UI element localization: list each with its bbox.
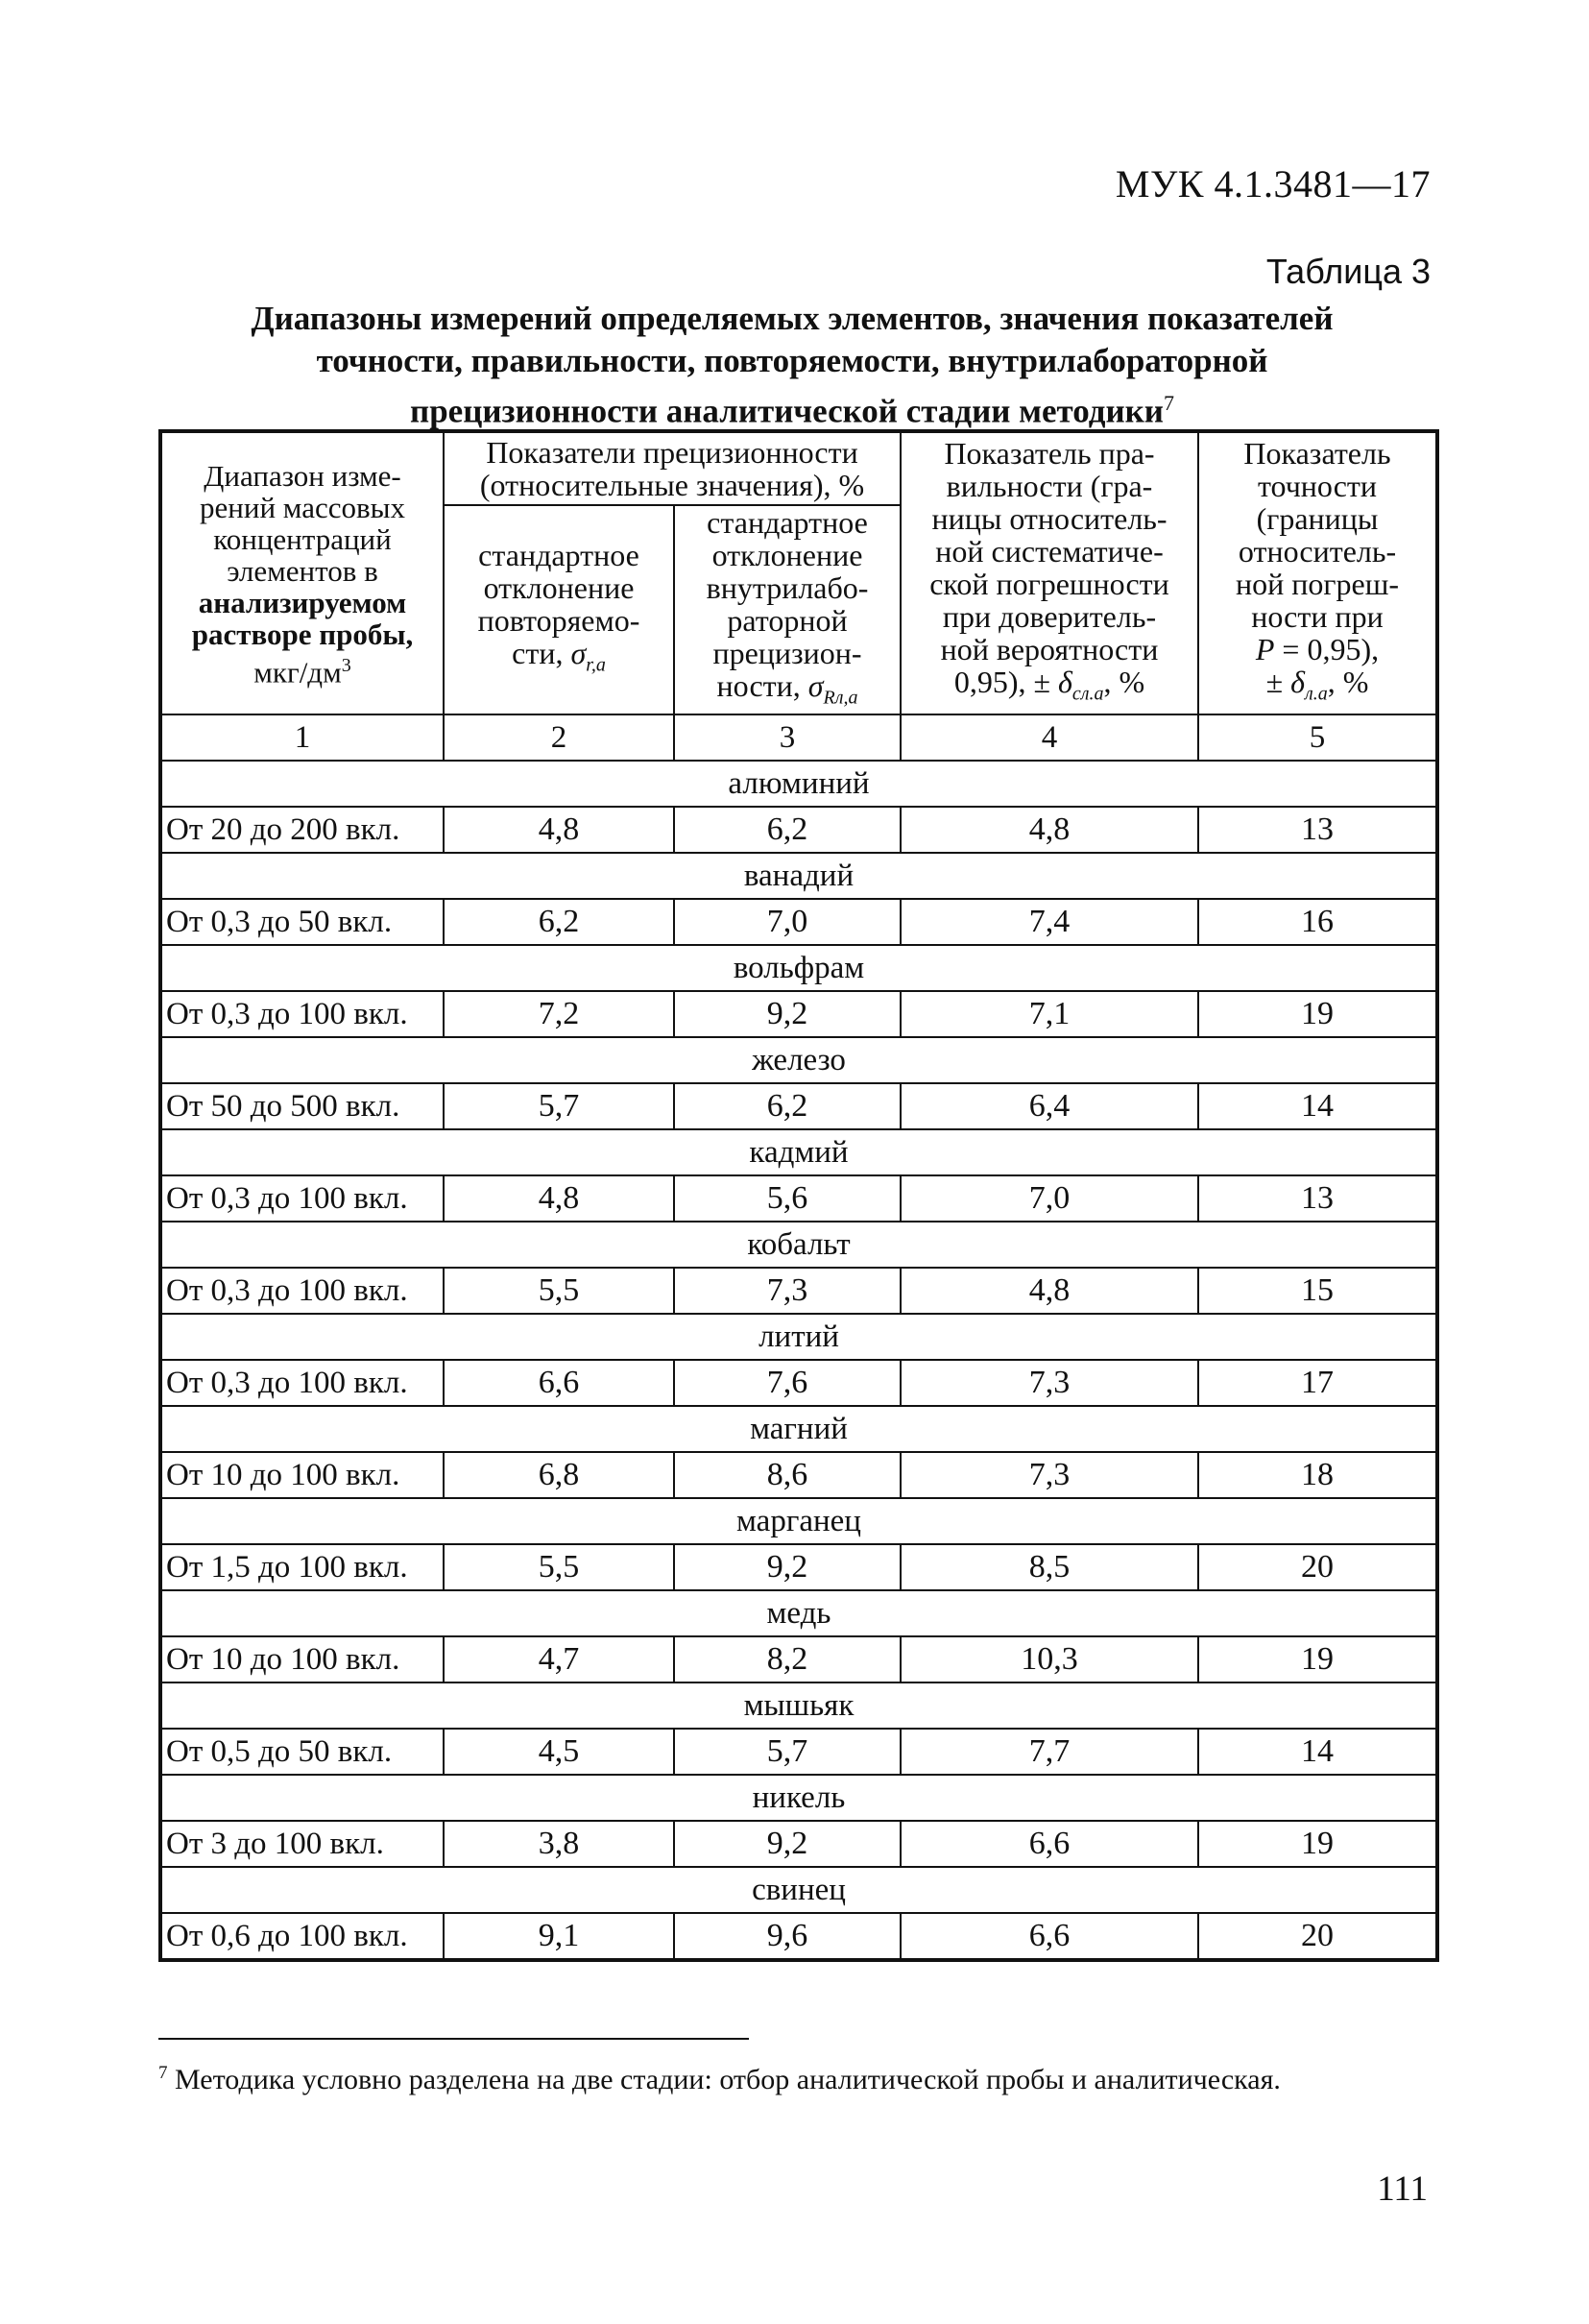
element-row [160,1867,1437,1913]
header-accuracy: Показатель точности (границы относитель- ной погреш- ности при P = 0,95), ± $\delta_{л.a}$, % [1198,431,1437,714]
bias-cell: 6,6 [901,1913,1198,1960]
repeatability-cell: 4,8 [444,1175,674,1222]
accuracy-cell: 18 [1198,1452,1437,1498]
element-row [160,1406,1437,1452]
title-line-3-text: прецизионности аналитической стадии методики [410,392,1164,430]
header-intralab: стандартное отклонение внутрилабо- раторной прецизион- ности, $\sigma_{Rл,a}$ [674,505,901,714]
accuracy-cell: 17 [1198,1360,1437,1406]
element-row [160,1590,1437,1636]
column-number-row [160,714,1437,761]
column-number: 2 [444,714,674,761]
footnote-marker: 7 [158,2063,168,2083]
element-name: ванадий [160,853,1437,899]
range-cell: От 10 до 100 вкл. [160,1636,444,1682]
accuracy-cell: 15 [1198,1268,1437,1314]
table-row [160,807,1437,853]
accuracy-cell: 20 [1198,1544,1437,1590]
intralab-cell: 9,2 [674,1821,901,1867]
intralab-cell: 9,6 [674,1913,901,1960]
footnote-divider [158,2038,749,2040]
element-row [160,1498,1437,1544]
intralab-cell: 7,3 [674,1268,901,1314]
intralab-cell: 7,0 [674,899,901,945]
repeatability-cell: 4,8 [444,807,674,853]
title-line-1: Диапазоны измерений определяемых элементов, значения показателей [251,300,1334,337]
range-cell: От 0,3 до 100 вкл. [160,1175,444,1222]
accuracy-cell: 19 [1198,991,1437,1037]
element-name: магний [160,1406,1437,1452]
table-row [160,1544,1437,1590]
element-name: железо [160,1037,1437,1083]
column-number: 4 [901,714,1198,761]
column-number: 3 [674,714,901,761]
bias-cell: 7,1 [901,991,1198,1037]
intralab-cell: 5,7 [674,1729,901,1775]
range-cell: От 1,5 до 100 вкл. [160,1544,444,1590]
intralab-cell: 9,2 [674,1544,901,1590]
repeatability-cell: 6,2 [444,899,674,945]
accuracy-cell: 14 [1198,1729,1437,1775]
range-cell: От 3 до 100 вкл. [160,1821,444,1867]
repeatability-cell: 4,7 [444,1636,674,1682]
repeatability-cell: 5,5 [444,1544,674,1590]
bias-cell: 7,3 [901,1360,1198,1406]
table-row [160,1452,1437,1498]
accuracy-cell: 13 [1198,807,1437,853]
element-row [160,1314,1437,1360]
element-name: никель [160,1775,1437,1821]
table-row [160,1913,1437,1960]
table-body [160,761,1437,1960]
document-code: МУК 4.1.3481—17 [1115,162,1431,206]
element-name: алюминий [160,761,1437,807]
header-repeatability: стандартное отклонение повторяемо- сти, $\sigma_{r,a}$ [444,505,674,714]
table-row [160,991,1437,1037]
element-name: кадмий [160,1129,1437,1175]
element-name: свинец [160,1867,1437,1913]
header-range: Диапазон изме- рений массовых концентраций элементов в анализируемом растворе пробы, мкг/$дм^3$ [160,431,444,714]
table-row [160,1636,1437,1682]
element-row [160,945,1437,991]
element-row [160,761,1437,807]
accuracy-cell: 19 [1198,1821,1437,1867]
repeatability-cell: 9,1 [444,1913,674,1960]
repeatability-cell: 7,2 [444,991,674,1037]
footnote [158,2063,1281,2096]
table-row [160,899,1437,945]
element-name: медь [160,1590,1437,1636]
header-row-1 [160,431,1437,505]
element-name: литий [160,1314,1437,1360]
element-row [160,1037,1437,1083]
accuracy-cell: 13 [1198,1175,1437,1222]
repeatability-cell: 6,6 [444,1360,674,1406]
intralab-cell: 8,2 [674,1636,901,1682]
bias-cell: 10,3 [901,1636,1198,1682]
column-number: 1 [160,714,444,761]
table-row [160,1821,1437,1867]
table-row [160,1083,1437,1129]
header-precision: Показатели прецизионности (относительные значения), % [444,431,901,505]
intralab-cell: 9,2 [674,991,901,1037]
element-name: кобальт [160,1222,1437,1268]
accuracy-cell: 16 [1198,899,1437,945]
element-name: вольфрам [160,945,1437,991]
accuracy-cell: 20 [1198,1913,1437,1960]
range-cell: От 0,3 до 100 вкл. [160,991,444,1037]
repeatability-cell: 5,7 [444,1083,674,1129]
repeatability-cell: 4,5 [444,1729,674,1775]
title-footnote-ref: 7 [1163,391,1174,415]
intralab-cell: 8,6 [674,1452,901,1498]
range-cell: От 0,5 до 50 вкл. [160,1729,444,1775]
element-row [160,1222,1437,1268]
accuracy-cell: 14 [1198,1083,1437,1129]
element-row [160,1682,1437,1729]
intralab-cell: 6,2 [674,807,901,853]
table-row [160,1729,1437,1775]
data-table [158,429,1439,1962]
bias-cell: 4,8 [901,807,1198,853]
element-row [160,1129,1437,1175]
table-row [160,1268,1437,1314]
element-name: марганец [160,1498,1437,1544]
repeatability-cell: 3,8 [444,1821,674,1867]
bias-cell: 7,3 [901,1452,1198,1498]
range-cell: От 0,3 до 100 вкл. [160,1268,444,1314]
range-cell: От 0,6 до 100 вкл. [160,1913,444,1960]
range-cell: От 50 до 500 вкл. [160,1083,444,1129]
range-cell: От 0,3 до 50 вкл. [160,899,444,945]
bias-cell: 7,0 [901,1175,1198,1222]
bias-cell: 4,8 [901,1268,1198,1314]
range-cell: От 20 до 200 вкл. [160,807,444,853]
title-line-2: точности, правильности, повторяемости, внутрилабораторной [316,342,1268,379]
table-row [160,1175,1437,1222]
intralab-cell: 6,2 [674,1083,901,1129]
bias-cell: 6,4 [901,1083,1198,1129]
element-row [160,1775,1437,1821]
bias-cell: 6,6 [901,1821,1198,1867]
range-cell: От 10 до 100 вкл. [160,1452,444,1498]
table-row [160,1360,1437,1406]
header-bias: Показатель пра- вильности (гра- ницы относитель- ной систематиче- ской погрешности при доверитель- ной вероятности 0,95), ± $\delta_{сл.a}$, % [901,431,1198,714]
repeatability-cell: 5,5 [444,1268,674,1314]
bias-cell: 8,5 [901,1544,1198,1590]
title-line-3 [144,382,1440,433]
bias-cell: 7,4 [901,899,1198,945]
element-row [160,853,1437,899]
table-label: Таблица 3 [1265,252,1431,291]
accuracy-cell: 19 [1198,1636,1437,1682]
element-name: мышьяк [160,1682,1437,1729]
bias-cell: 7,7 [901,1729,1198,1775]
table-title [144,298,1440,433]
footnote-text: Методика условно разделена на две стадии: отбор аналитической пробы и аналитическая. [167,2064,1281,2095]
repeatability-cell: 6,8 [444,1452,674,1498]
page-number: 111 [1377,2169,1428,2209]
range-cell: От 0,3 до 100 вкл. [160,1360,444,1406]
column-number: 5 [1198,714,1437,761]
intralab-cell: 5,6 [674,1175,901,1222]
intralab-cell: 7,6 [674,1360,901,1406]
